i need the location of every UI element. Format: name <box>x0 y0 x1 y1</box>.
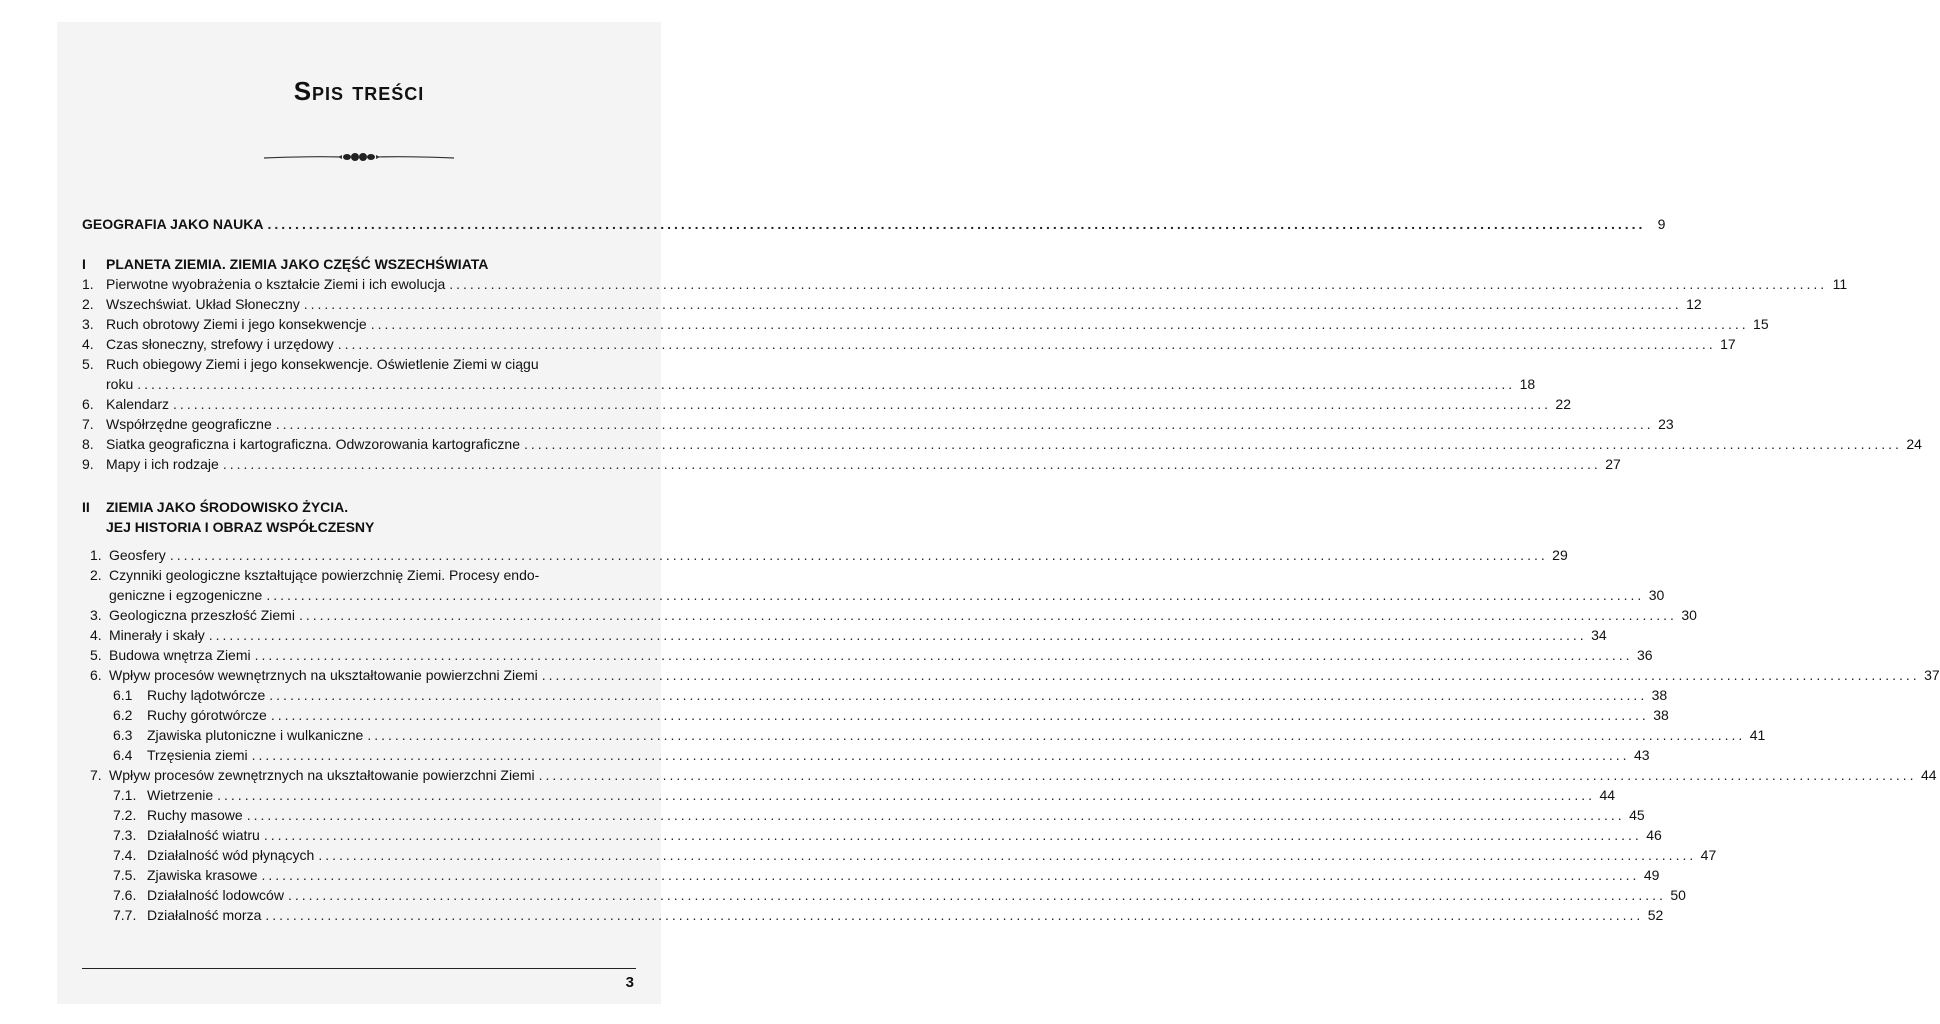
toc-entry-label: Wpływ procesów zewnętrznych na ukształtowanie powierzchni Ziemi <box>109 767 535 783</box>
toc-entry-number: 7. <box>90 767 102 783</box>
toc-page-number: 9 <box>1657 216 1666 232</box>
section-roman-numeral: II <box>82 499 90 515</box>
leader-dots: ........................................................................................................................................................................................................ <box>367 727 1746 743</box>
toc-entry-label: Mapy i ich rodzaje <box>106 456 219 472</box>
leader-dots: ........................................................................................................................................................................................................ <box>523 436 1902 452</box>
leader-dots: ........................................................................................................................................................................................................ <box>318 847 1697 863</box>
toc-entry-label: Działalność morza <box>147 907 262 923</box>
toc-entry-number: 3. <box>90 607 102 623</box>
toc-entry-label: Ruchy lądotwórcze <box>147 687 266 703</box>
leader-dots: ........................................................................................................................................................................................................ <box>267 216 1646 232</box>
toc-page-number: 22 <box>1555 396 1571 412</box>
toc-entry[interactable] <box>82 294 1702 314</box>
toc-entry-number: 4. <box>90 627 102 643</box>
toc-entry-number: 7.6. <box>113 887 137 903</box>
section-roman-numeral: I <box>82 256 86 272</box>
toc-entry-number: 7.5. <box>113 867 137 883</box>
leader-dots: ........................................................................................................................................................................................................ <box>208 627 1587 643</box>
leader-dots: ........................................................................................................................................................................................................ <box>169 547 1548 563</box>
toc-entry-label: Kalendarz <box>106 396 170 412</box>
leader-dots: ........................................................................................................................................................................................................ <box>263 827 1642 843</box>
page-number: 3 <box>625 974 634 991</box>
toc-entry[interactable] <box>82 825 1662 845</box>
toc-entry-number: 1. <box>90 547 102 563</box>
toc-page-number: 17 <box>1720 336 1736 352</box>
leader-dots: ........................................................................................................................................................................................................ <box>265 907 1644 923</box>
toc-page-number: 45 <box>1629 807 1645 823</box>
toc-entry-number: 3. <box>82 316 94 332</box>
toc-entry-label: Czas słoneczny, strefowy i urzędowy <box>106 336 334 352</box>
toc-entry-number: 6.1 <box>113 687 133 703</box>
toc-entry[interactable] <box>82 865 1660 885</box>
toc-entry[interactable] <box>82 434 1922 454</box>
toc-entry[interactable] <box>82 394 1571 414</box>
leader-dots: ........................................................................................................................................................................................................ <box>538 767 1917 783</box>
toc-entry-label: Pierwotne wyobrażenia o kształcie Ziemi i ich ewolucja <box>106 276 446 292</box>
toc-entry-label: Działalność lodowców <box>147 887 284 903</box>
toc-entry-label-line-1: Ruch obiegowy Ziemi i jego konsekwencje. Oświetlenie Ziemi w ciągu <box>106 356 539 372</box>
toc-entry-number: 7.2. <box>113 807 137 823</box>
section-heading-2 <box>82 497 634 517</box>
toc-page-number: 29 <box>1552 547 1568 563</box>
leader-dots: ........................................................................................................................................................................................................ <box>370 316 1749 332</box>
toc-entry-label: GEOGRAFIA JAKO NAUKA <box>82 216 264 232</box>
toc-entry[interactable] <box>82 685 1668 705</box>
toc-entry[interactable] <box>82 665 1940 685</box>
leader-dots: ........................................................................................................................................................................................................ <box>269 687 1648 703</box>
toc-page-number: 11 <box>1832 276 1848 292</box>
toc-entry-number: 7.4. <box>113 847 137 863</box>
toc-entry[interactable] <box>82 705 1669 725</box>
toc-entry[interactable] <box>82 905 1664 925</box>
toc-entry-label: Wszechświat. Układ Słoneczny <box>106 296 300 312</box>
toc-entry[interactable] <box>82 454 1621 474</box>
toc-entry-number: 1. <box>82 276 94 292</box>
leader-dots: ........................................................................................................................................................................................................ <box>303 296 1682 312</box>
toc-page-number: 50 <box>1670 887 1686 903</box>
toc-page-number: 23 <box>1658 416 1674 432</box>
toc-page-number: 52 <box>1647 907 1664 923</box>
toc-entry-label: Współrzędne geograficzne <box>106 416 272 432</box>
toc-page-number: 36 <box>1636 647 1653 663</box>
toc-entry-geografia[interactable] <box>82 214 1666 234</box>
toc-entry-label: Zjawiska plutoniczne i wulkaniczne <box>147 727 364 743</box>
toc-entry-number: 7.7. <box>113 907 137 923</box>
toc-entry[interactable] <box>82 274 1848 294</box>
toc-entry-number: 5. <box>90 647 102 663</box>
section-1-list <box>82 274 1922 474</box>
section-title-line-1: ZIEMIA JAKO ŚRODOWISKO ŻYCIA. <box>106 499 349 515</box>
toc-entry-continuation[interactable] <box>82 374 1536 394</box>
toc-entry[interactable] <box>82 885 1686 905</box>
toc-entry-number: 6.2 <box>113 707 133 723</box>
toc-entry-label: Geologiczna przeszłość Ziemi <box>109 607 295 623</box>
toc-page-number: 44 <box>1599 787 1616 803</box>
toc-entry-number: 6. <box>82 396 94 412</box>
toc-entry-number: 7. <box>82 416 94 432</box>
toc-page-number: 30 <box>1648 587 1665 603</box>
toc-entry-label: Trzęsienia ziemi <box>147 747 248 763</box>
leader-dots: ........................................................................................................................................................................................................ <box>137 376 1516 392</box>
toc-entry-number: 9. <box>82 456 94 472</box>
toc-page-number: 18 <box>1519 376 1536 392</box>
toc-entry[interactable] <box>82 625 1607 645</box>
toc-page-number: 46 <box>1646 827 1662 843</box>
toc-page-number: 12 <box>1686 296 1702 312</box>
toc-entry[interactable] <box>82 845 1717 865</box>
toc-page-number: 38 <box>1651 687 1668 703</box>
toc-page-number: 30 <box>1681 607 1697 623</box>
toc-page-number: 24 <box>1906 436 1922 452</box>
toc-entry-number: 2. <box>82 296 94 312</box>
leader-dots: ........................................................................................................................................................................................................ <box>222 456 1601 472</box>
toc-entry-label: Działalność wiatru <box>147 827 260 843</box>
toc-entry-continuation[interactable] <box>82 585 1665 605</box>
toc-page-number: 38 <box>1653 707 1669 723</box>
toc-entry[interactable] <box>82 805 1645 825</box>
leader-dots: ........................................................................................................................................................................................................ <box>298 607 1677 623</box>
leader-dots: ........................................................................................................................................................................................................ <box>541 667 1920 683</box>
toc-entry[interactable] <box>82 785 1616 805</box>
toc-entry-label-line-2: roku <box>106 376 134 392</box>
leader-dots: ........................................................................................................................................................................................................ <box>246 807 1625 823</box>
toc-entry-label: Ruch obrotowy Ziemi i jego konsekwencje <box>106 316 367 332</box>
toc-entry-number: 4. <box>82 336 94 352</box>
toc-entry-number: 6.4 <box>113 747 133 763</box>
leader-dots: ........................................................................................................................................................................................................ <box>173 396 1551 412</box>
toc-entry-label: Budowa wnętrza Ziemi <box>109 647 251 663</box>
toc-page-number: 41 <box>1749 727 1766 743</box>
toc-entry[interactable] <box>82 334 1736 354</box>
toc-entry-label-line-2: geniczne i egzogeniczne <box>109 587 263 603</box>
toc-page-number: 43 <box>1633 747 1650 763</box>
table-of-contents <box>82 214 1940 925</box>
page-title: Spis treści <box>293 76 425 106</box>
leader-dots: ........................................................................................................................................................................................................ <box>337 336 1716 352</box>
toc-entry-number: 7.1. <box>113 787 137 803</box>
toc-entry-number: 2. <box>90 567 102 583</box>
leader-dots: ........................................................................................................................................................................................................ <box>254 647 1633 663</box>
toc-entry-label: Wpływ procesów wewnętrznych na ukształtowanie powierzchni Ziemi <box>109 667 538 683</box>
toc-entry-label: Wietrzenie <box>147 787 214 803</box>
document-page <box>57 22 1940 1004</box>
toc-entry[interactable] <box>82 314 1769 334</box>
section-heading-1 <box>82 254 634 274</box>
toc-entry-label: Ruchy górotwórcze <box>147 707 267 723</box>
leader-dots: ........................................................................................................................................................................................................ <box>217 787 1596 803</box>
toc-page-number: 44 <box>1920 767 1937 783</box>
toc-entry[interactable] <box>82 414 1674 434</box>
toc-entry-label-line-1: Czynniki geologiczne kształtujące powierzchnię Ziemi. Procesy endo- <box>109 567 540 583</box>
section-2-list <box>82 545 1940 925</box>
toc-page-number: 15 <box>1753 316 1769 332</box>
toc-entry-number: 7.3. <box>113 827 137 843</box>
leader-dots: ........................................................................................................................................................................................................ <box>266 587 1645 603</box>
toc-entry-label: Siatka geograficzna i kartograficzna. Odwzorowania kartograficzne <box>106 436 520 452</box>
toc-entry-wrapped[interactable] <box>82 354 634 374</box>
toc-entry[interactable] <box>82 765 1937 785</box>
toc-page-number: 49 <box>1643 867 1660 883</box>
footer-rule <box>82 968 636 969</box>
toc-page-number: 34 <box>1591 627 1607 643</box>
leader-dots: ........................................................................................................................................................................................................ <box>275 416 1654 432</box>
ornament-divider <box>262 150 456 164</box>
toc-entry-label: Zjawiska krasowe <box>147 867 258 883</box>
toc-entry-wrapped[interactable] <box>82 565 634 585</box>
toc-entry[interactable] <box>82 745 1650 765</box>
leader-dots: ........................................................................................................................................................................................................ <box>449 276 1828 292</box>
toc-entry-number: 6. <box>90 667 102 683</box>
toc-entry-label: Minerały i skały <box>109 627 205 643</box>
toc-entry-label: Działalność wód płynących <box>147 847 315 863</box>
toc-entry[interactable] <box>82 725 1766 745</box>
toc-entry-label: Geosfery <box>109 547 166 563</box>
toc-entry[interactable] <box>82 645 1653 665</box>
toc-entry-number: 5. <box>82 356 94 372</box>
toc-entry[interactable] <box>82 605 1697 625</box>
leader-dots: ........................................................................................................................................................................................................ <box>251 747 1630 763</box>
leader-dots: ........................................................................................................................................................................................................ <box>287 887 1666 903</box>
leader-dots: ........................................................................................................................................................................................................ <box>270 707 1649 723</box>
toc-page-number: 37 <box>1924 667 1940 683</box>
leader-dots: ........................................................................................................................................................................................................ <box>261 867 1640 883</box>
toc-entry-label: Ruchy masowe <box>147 807 243 823</box>
toc-page-number: 27 <box>1605 456 1621 472</box>
section-heading-2-line-2 <box>82 517 634 537</box>
toc-entry-number: 6.3 <box>113 727 133 743</box>
toc-entry-number: 8. <box>82 436 94 452</box>
section-title-line-2: JEJ HISTORIA I OBRAZ WSPÓŁCZESNY <box>106 519 375 535</box>
toc-entry[interactable] <box>82 545 1568 565</box>
toc-page-number: 47 <box>1700 847 1717 863</box>
section-title: PLANETA ZIEMIA. ZIEMIA JAKO CZĘŚĆ WSZECHŚWIATA <box>106 256 489 272</box>
